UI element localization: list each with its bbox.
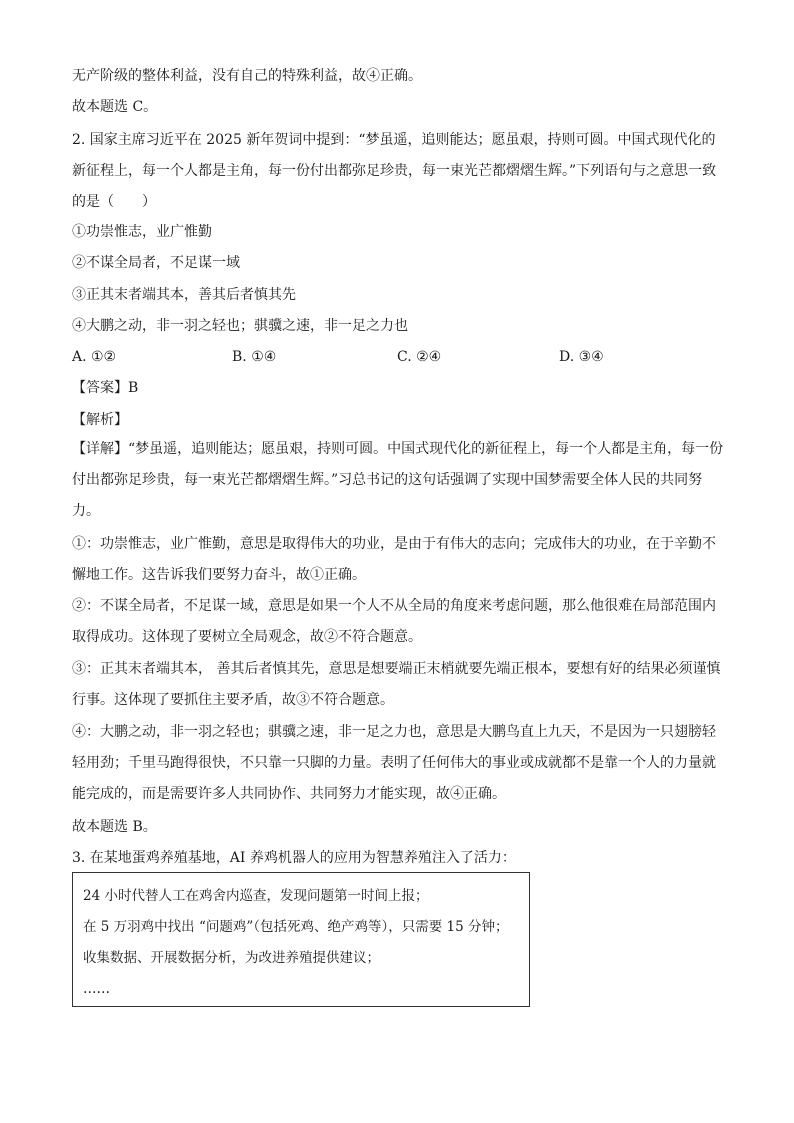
- prev-conclusion: 故本题选 C。: [72, 99, 158, 115]
- q2-stem: 2. 国家主席习近平在 2025 新年贺词中提到：“梦虽遥，追则能达；愿虽艰，持则可圆。中国式现代化的新征程上，每一个人都是主角，每一份付出都弥足珍贵，每一束光芒都熠熠生辉。”下列语句与之意思一致的是（ ）: [72, 132, 717, 210]
- option-c: C. ②④: [397, 349, 442, 365]
- q3-stem: 3. 在某地蛋鸡养殖基地，AI 养鸡机器人的应用为智慧养殖注入了活力：: [72, 850, 516, 866]
- analysis-label: 【解析】: [72, 412, 128, 428]
- prev-answer-line: 无产阶级的整体利益，没有自己的特殊利益，故④正确。: [72, 68, 422, 84]
- explain-1: ①：功崇惟志，业广惟勤，意思是取得伟大的功业，是由于有伟大的志向；完成伟大的功业，在于辛勤不懈地工作。这告诉我们要努力奋斗，故①正确。: [72, 536, 716, 583]
- answer-label: 【答案】: [72, 380, 128, 396]
- option-a: A. ①②: [72, 349, 117, 365]
- explain-3: ③：正其末者端其本， 善其后者慎其先，意思是想要端正末梢就要先端正根本，要想有好的结果必须谨慎行事。这体现了要抓住主要矛盾，故③不符合题意。: [72, 661, 721, 708]
- q2-item-4: ④大鹏之动，非一羽之轻也；骐骥之速，非一足之力也: [72, 318, 408, 334]
- q2-item-2: ②不谋全局者，不足谋一域: [72, 255, 240, 271]
- q2-item-1: ①功崇惟志，业广惟勤: [72, 224, 212, 240]
- answer-value: B: [128, 380, 139, 396]
- box-line-4: ……: [83, 981, 110, 997]
- option-d: D. ③④: [559, 349, 604, 365]
- option-b: B. ①④: [232, 349, 277, 365]
- detail-paragraph: 【详解】“梦虽遥，追则能达；愿虽艰，持则可圆。中国式现代化的新征程上，每一个人都是主角，每一份付出都弥足珍贵，每一束光芒都熠熠生辉。”习总书记的这句话强调了实现中国梦需要全体人民的共同努力。: [72, 441, 724, 519]
- box-line-2: 在 5 万羽鸡中找出 “问题鸡”（包括死鸡、绝产鸡等），只需要 15 分钟；: [83, 919, 509, 935]
- q2-options: [72, 346, 724, 368]
- q2-conclusion: 故本题选 B。: [72, 819, 157, 835]
- explain-2: ②：不谋全局者，不足谋一域，意思是如果一个人不从全局的角度来考虑问题，那么他很难在局部范围内取得成功。这体现了要树立全局观念，故②不符合题意。: [72, 598, 716, 645]
- box-line-3: 收集数据、开展数据分析，为改进养殖提供建议；: [83, 950, 380, 966]
- answer-line: [72, 378, 724, 398]
- q2-item-3: ③正其末者端其本，善其后者慎其先: [72, 287, 296, 303]
- explain-4: ④：大鹏之动，非一羽之轻也；骐骥之速，非一足之力也，意思是大鹏鸟直上九天，不是因为一只翅膀轻轻用劲；千里马跑得很快，不只靠一只脚的力量。表明了任何伟大的事业或成就都不是靠一个人的力量就能完成的，而是需要许多人共同协作、共同努力才能实现，故④正确。: [72, 724, 716, 802]
- box-line-1: 24 小时代替人工在鸡舍内巡查，发现问题第一时间上报；: [83, 888, 429, 904]
- q3-material-box: [72, 872, 530, 1007]
